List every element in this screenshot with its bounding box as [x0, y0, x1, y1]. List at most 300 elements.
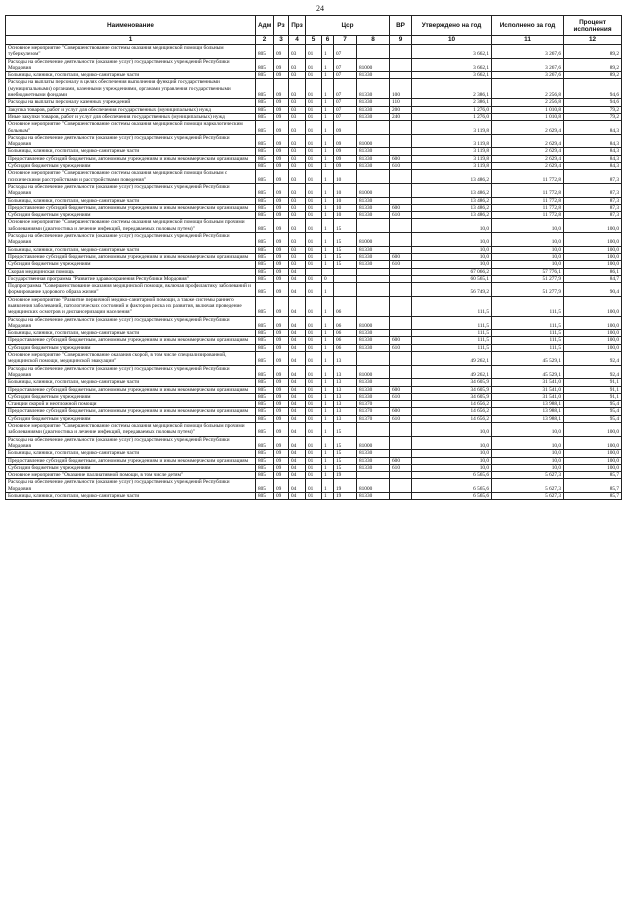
- row-tsr-2: 1: [322, 352, 334, 366]
- row-executed: 111,5: [492, 330, 564, 337]
- row-prz: 04: [289, 337, 306, 344]
- row-rz: 09: [274, 253, 289, 260]
- row-prz: 04: [289, 365, 306, 379]
- row-tsr-1: 01: [306, 212, 322, 219]
- row-tsr-3: 13: [334, 352, 357, 366]
- budget-table: [5, 15, 622, 500]
- row-prz: 03: [289, 155, 306, 162]
- row-rz: 09: [274, 450, 289, 457]
- row-percent: 91,1: [564, 386, 622, 393]
- row-approved: 13 486,2: [412, 204, 492, 211]
- row-adm: 805: [256, 183, 274, 197]
- row-tsr-4: 81330: [357, 106, 390, 113]
- row-tsr-2: 1: [322, 472, 334, 479]
- table-row: [6, 233, 622, 247]
- row-tsr-4: 81000: [357, 316, 390, 330]
- row-approved: 111,5: [412, 330, 492, 337]
- row-name: Подпрограмма "Совершенствование оказания медицинской помощи, включая профилактику заболеваний и формирование здорового образа жизни": [6, 283, 256, 297]
- row-prz: 03: [289, 134, 306, 148]
- row-tsr-3: 07: [334, 106, 357, 113]
- row-tsr-2: 1: [322, 134, 334, 148]
- row-tsr-3: 07: [334, 113, 357, 120]
- row-adm: 805: [256, 436, 274, 450]
- row-name: Больницы, клиники, госпитали, медико-санитарные части: [6, 330, 256, 337]
- row-tsr-2: 1: [322, 479, 334, 493]
- table-row: [6, 58, 622, 72]
- row-tsr-3: 15: [334, 219, 357, 233]
- row-tsr-1: 01: [306, 464, 322, 471]
- row-tsr-1: 01: [306, 197, 322, 204]
- header-executed: Исполнено за год: [492, 16, 564, 36]
- row-executed: 3 267,6: [492, 58, 564, 72]
- row-prz: 04: [289, 316, 306, 330]
- row-percent: 100,0: [564, 233, 622, 247]
- row-tsr-2: 1: [322, 170, 334, 184]
- row-percent: 89,2: [564, 58, 622, 72]
- row-executed: 57 776,1: [492, 268, 564, 275]
- table-row: [6, 197, 622, 204]
- row-tsr-3: 15: [334, 464, 357, 471]
- row-approved: 111,5: [412, 337, 492, 344]
- table-row: [6, 155, 622, 162]
- row-executed: 45 529,1: [492, 365, 564, 379]
- row-approved: 13 486,2: [412, 170, 492, 184]
- row-tsr-2: 1: [322, 393, 334, 400]
- header-vr: ВР: [390, 16, 412, 36]
- row-rz: 09: [274, 275, 289, 282]
- row-executed: 1 010,8: [492, 113, 564, 120]
- row-vr: [390, 121, 412, 135]
- row-executed: 45 529,1: [492, 352, 564, 366]
- row-percent: 87,3: [564, 212, 622, 219]
- row-tsr-2: 1: [322, 233, 334, 247]
- row-percent: 100,0: [564, 450, 622, 457]
- row-tsr-4: 81330: [357, 163, 390, 170]
- table-row: [6, 365, 622, 379]
- row-name: Закупка товаров, работ и услуг для обеспечения государственных (муниципальных) нужд: [6, 106, 256, 113]
- row-name: Расходы на обеспечение деятельности (оказание услуг) государственных учреждений Республики Мордовия: [6, 479, 256, 493]
- column-number: 6: [322, 36, 334, 45]
- row-approved: 56 749,2: [412, 283, 492, 297]
- row-tsr-1: 01: [306, 163, 322, 170]
- row-tsr-1: 01: [306, 344, 322, 351]
- row-name: Предоставление субсидий бюджетным, автономным учреждениям и иным некоммерческим организациям: [6, 408, 256, 415]
- table-row: [6, 393, 622, 400]
- row-adm: 805: [256, 464, 274, 471]
- row-adm: 805: [256, 415, 274, 422]
- row-tsr-3: 09: [334, 121, 357, 135]
- row-name: Предоставление субсидий бюджетным, автономным учреждениям и иным некоммерческим организациям: [6, 204, 256, 211]
- row-percent: 85,7: [564, 493, 622, 500]
- row-tsr-1: 01: [306, 493, 322, 500]
- row-rz: 09: [274, 316, 289, 330]
- row-approved: 10,0: [412, 436, 492, 450]
- row-executed: 11 772,8: [492, 204, 564, 211]
- row-tsr-2: 1: [322, 386, 334, 393]
- row-prz: 04: [289, 436, 306, 450]
- row-rz: 09: [274, 365, 289, 379]
- row-vr: [390, 246, 412, 253]
- row-percent: 84,3: [564, 148, 622, 155]
- row-tsr-3: 15: [334, 246, 357, 253]
- row-executed: 10,0: [492, 246, 564, 253]
- row-tsr-4: 81330: [357, 197, 390, 204]
- row-approved: 10,0: [412, 423, 492, 437]
- row-percent: 100,0: [564, 261, 622, 268]
- row-percent: 92,4: [564, 352, 622, 366]
- row-percent: 100,0: [564, 337, 622, 344]
- row-tsr-3: 10: [334, 183, 357, 197]
- row-tsr-4: [357, 352, 390, 366]
- row-tsr-1: 01: [306, 253, 322, 260]
- row-approved: 34 605,9: [412, 379, 492, 386]
- row-rz: 09: [274, 233, 289, 247]
- row-adm: 805: [256, 204, 274, 211]
- row-executed: 13 988,1: [492, 401, 564, 408]
- row-tsr-2: 1: [322, 415, 334, 422]
- row-tsr-4: [357, 275, 390, 282]
- row-adm: 805: [256, 148, 274, 155]
- row-tsr-1: 01: [306, 337, 322, 344]
- row-name: Больницы, клиники, госпитали, медико-санитарные части: [6, 493, 256, 500]
- row-tsr-4: 81330: [357, 261, 390, 268]
- row-vr: [390, 148, 412, 155]
- row-approved: 10,0: [412, 233, 492, 247]
- row-tsr-1: 01: [306, 386, 322, 393]
- row-vr: 600: [390, 408, 412, 415]
- row-prz: 04: [289, 493, 306, 500]
- row-tsr-4: 81330: [357, 212, 390, 219]
- row-tsr-4: 81330: [357, 337, 390, 344]
- row-rz: 09: [274, 219, 289, 233]
- header-approved: Утверждено на год: [412, 16, 492, 36]
- row-name: Расходы на обеспечение деятельности (оказание услуг) государственных учреждений Республики Мордовия: [6, 58, 256, 72]
- row-rz: 09: [274, 337, 289, 344]
- row-rz: 09: [274, 283, 289, 297]
- row-tsr-1: 01: [306, 121, 322, 135]
- row-executed: 51 277,9: [492, 283, 564, 297]
- row-prz: 03: [289, 204, 306, 211]
- row-percent: 87,3: [564, 170, 622, 184]
- row-approved: 2 386,1: [412, 99, 492, 106]
- row-prz: 04: [289, 457, 306, 464]
- row-percent: 94,6: [564, 79, 622, 99]
- row-prz: 04: [289, 344, 306, 351]
- row-approved: 60 565,1: [412, 275, 492, 282]
- row-tsr-2: 1: [322, 113, 334, 120]
- row-executed: 31 541,0: [492, 379, 564, 386]
- row-adm: 805: [256, 365, 274, 379]
- row-rz: 09: [274, 99, 289, 106]
- row-percent: 84,7: [564, 275, 622, 282]
- row-adm: 805: [256, 493, 274, 500]
- row-adm: 805: [256, 275, 274, 282]
- header-adm: Адм: [256, 16, 274, 36]
- table-row: [6, 275, 622, 282]
- row-name: Субсидии бюджетным учреждениям: [6, 163, 256, 170]
- row-adm: 805: [256, 408, 274, 415]
- row-vr: [390, 58, 412, 72]
- row-approved: 13 486,2: [412, 212, 492, 219]
- row-name: Скорая медицинская помощь: [6, 268, 256, 275]
- row-tsr-4: [357, 121, 390, 135]
- table-row: [6, 423, 622, 437]
- table-row: [6, 408, 622, 415]
- row-approved: 13 486,2: [412, 183, 492, 197]
- table-row: [6, 121, 622, 135]
- row-tsr-1: 01: [306, 415, 322, 422]
- row-tsr-1: 01: [306, 155, 322, 162]
- row-approved: 10,0: [412, 450, 492, 457]
- row-rz: 09: [274, 261, 289, 268]
- row-executed: 11 772,8: [492, 183, 564, 197]
- table-row: [6, 450, 622, 457]
- row-approved: 14 656,2: [412, 415, 492, 422]
- row-tsr-4: 81000: [357, 58, 390, 72]
- row-vr: [390, 352, 412, 366]
- row-vr: 600: [390, 457, 412, 464]
- row-tsr-2: 1: [322, 330, 334, 337]
- table-row: [6, 415, 622, 422]
- row-tsr-2: 1: [322, 163, 334, 170]
- row-adm: 805: [256, 170, 274, 184]
- row-percent: 91,1: [564, 379, 622, 386]
- table-row: [6, 283, 622, 297]
- row-percent: 87,3: [564, 204, 622, 211]
- row-tsr-3: 07: [334, 99, 357, 106]
- row-adm: 805: [256, 212, 274, 219]
- row-executed: 11 772,8: [492, 197, 564, 204]
- row-vr: [390, 316, 412, 330]
- row-tsr-1: 01: [306, 261, 322, 268]
- header-percent: Процент исполнения: [564, 16, 622, 36]
- row-adm: 805: [256, 219, 274, 233]
- row-rz: 09: [274, 197, 289, 204]
- row-name: Предоставление субсидий бюджетным, автономным учреждениям и иным некоммерческим организациям: [6, 253, 256, 260]
- row-prz: 04: [289, 393, 306, 400]
- row-tsr-4: [357, 423, 390, 437]
- table-row: [6, 163, 622, 170]
- row-tsr-4: [357, 170, 390, 184]
- row-percent: 95,4: [564, 408, 622, 415]
- table-row: [6, 296, 622, 316]
- row-tsr-4: [357, 45, 390, 59]
- row-vr: [390, 72, 412, 79]
- row-executed: 2 629,4: [492, 163, 564, 170]
- table-row: [6, 79, 622, 99]
- row-prz: 03: [289, 219, 306, 233]
- row-prz: 03: [289, 121, 306, 135]
- row-tsr-1: 01: [306, 58, 322, 72]
- row-tsr-1: 01: [306, 45, 322, 59]
- row-name: Основное мероприятие "Оказание паллиативной помощи, в том числе детям": [6, 472, 256, 479]
- row-prz: 04: [289, 352, 306, 366]
- row-rz: 09: [274, 170, 289, 184]
- row-executed: 5 627,3: [492, 493, 564, 500]
- row-executed: 10,0: [492, 261, 564, 268]
- row-tsr-2: 1: [322, 316, 334, 330]
- row-prz: 04: [289, 296, 306, 316]
- column-number: 5: [306, 36, 322, 45]
- row-adm: 805: [256, 344, 274, 351]
- row-adm: 805: [256, 457, 274, 464]
- row-executed: 111,5: [492, 316, 564, 330]
- row-adm: 805: [256, 106, 274, 113]
- row-vr: 610: [390, 212, 412, 219]
- row-vr: [390, 45, 412, 59]
- row-rz: 09: [274, 113, 289, 120]
- row-tsr-4: 81000: [357, 183, 390, 197]
- row-tsr-2: 1: [322, 493, 334, 500]
- row-executed: 2 256,8: [492, 99, 564, 106]
- row-tsr-2: 1: [322, 457, 334, 464]
- row-prz: 03: [289, 45, 306, 59]
- table-row: [6, 472, 622, 479]
- row-percent: 95,4: [564, 415, 622, 422]
- row-tsr-4: 81370: [357, 408, 390, 415]
- row-tsr-2: 1: [322, 219, 334, 233]
- row-tsr-4: 81000: [357, 365, 390, 379]
- row-tsr-4: 81330: [357, 457, 390, 464]
- row-adm: 805: [256, 379, 274, 386]
- row-prz: 03: [289, 197, 306, 204]
- row-vr: 600: [390, 204, 412, 211]
- row-name: Больницы, клиники, госпитали, медико-санитарные части: [6, 72, 256, 79]
- row-rz: 09: [274, 386, 289, 393]
- row-tsr-3: 19: [334, 493, 357, 500]
- row-vr: [390, 472, 412, 479]
- row-prz: 03: [289, 148, 306, 155]
- row-tsr-3: 09: [334, 163, 357, 170]
- row-executed: 10,0: [492, 233, 564, 247]
- row-tsr-1: 01: [306, 79, 322, 99]
- row-tsr-1: 01: [306, 72, 322, 79]
- row-tsr-1: 01: [306, 457, 322, 464]
- row-tsr-3: 13: [334, 401, 357, 408]
- row-approved: 111,5: [412, 344, 492, 351]
- row-adm: 805: [256, 450, 274, 457]
- header-rz: Рз: [274, 16, 289, 36]
- row-prz: 03: [289, 246, 306, 253]
- row-name: Расходы на обеспечение деятельности (оказание услуг) государственных учреждений Республики Мордовия: [6, 233, 256, 247]
- row-percent: 100,0: [564, 246, 622, 253]
- row-tsr-3: 13: [334, 379, 357, 386]
- row-tsr-2: 1: [322, 155, 334, 162]
- row-tsr-2: 1: [322, 204, 334, 211]
- row-tsr-3: 15: [334, 450, 357, 457]
- row-tsr-4: [357, 219, 390, 233]
- row-executed: 111,5: [492, 344, 564, 351]
- column-number: 10: [412, 36, 492, 45]
- row-executed: 2 629,4: [492, 121, 564, 135]
- row-prz: 04: [289, 415, 306, 422]
- row-tsr-1: 01: [306, 401, 322, 408]
- row-tsr-3: 10: [334, 170, 357, 184]
- row-rz: 09: [274, 479, 289, 493]
- row-approved: 13 486,2: [412, 197, 492, 204]
- row-name: Предоставление субсидий бюджетным, автономным учреждениям и иным некоммерческим организациям: [6, 337, 256, 344]
- row-percent: 95,4: [564, 401, 622, 408]
- row-vr: [390, 219, 412, 233]
- row-adm: 805: [256, 261, 274, 268]
- row-executed: 2 629,4: [492, 155, 564, 162]
- header-prz: Прз: [289, 16, 306, 36]
- row-prz: 04: [289, 275, 306, 282]
- row-tsr-1: 01: [306, 219, 322, 233]
- row-tsr-4: 81330: [357, 253, 390, 260]
- row-prz: 04: [289, 464, 306, 471]
- row-tsr-3: 07: [334, 72, 357, 79]
- row-rz: 09: [274, 393, 289, 400]
- row-rz: 09: [274, 296, 289, 316]
- row-tsr-2: 1: [322, 408, 334, 415]
- row-tsr-2: 1: [322, 365, 334, 379]
- page-number: 24: [316, 4, 324, 13]
- row-tsr-1: 01: [306, 365, 322, 379]
- row-tsr-3: 15: [334, 436, 357, 450]
- row-prz: 04: [289, 268, 306, 275]
- row-tsr-2: 1: [322, 212, 334, 219]
- row-approved: 14 656,2: [412, 401, 492, 408]
- row-name: Предоставление субсидий бюджетным, автономным учреждениям и иным некоммерческим организациям: [6, 457, 256, 464]
- table-row: [6, 134, 622, 148]
- row-tsr-1: [306, 268, 322, 275]
- row-tsr-1: 01: [306, 316, 322, 330]
- row-tsr-3: 10: [334, 212, 357, 219]
- row-vr: [390, 379, 412, 386]
- table-row: [6, 253, 622, 260]
- row-vr: 100: [390, 79, 412, 99]
- row-executed: 2 256,8: [492, 79, 564, 99]
- row-tsr-4: 81330: [357, 155, 390, 162]
- row-rz: 09: [274, 79, 289, 99]
- row-percent: 85,7: [564, 479, 622, 493]
- row-percent: 89,2: [564, 45, 622, 59]
- row-prz: 04: [289, 330, 306, 337]
- row-executed: 10,0: [492, 457, 564, 464]
- row-executed: 111,5: [492, 337, 564, 344]
- row-name: Субсидии бюджетным учреждениям: [6, 415, 256, 422]
- header-name: Наименование: [6, 16, 256, 36]
- row-vr: 200: [390, 106, 412, 113]
- table-row: [6, 337, 622, 344]
- row-tsr-3: 13: [334, 408, 357, 415]
- table-row: [6, 493, 622, 500]
- row-tsr-4: 81370: [357, 415, 390, 422]
- row-vr: 240: [390, 113, 412, 120]
- row-tsr-2: 1: [322, 148, 334, 155]
- table-row: [6, 106, 622, 113]
- row-approved: 3 119,8: [412, 134, 492, 148]
- table-row: [6, 401, 622, 408]
- row-tsr-1: 01: [306, 99, 322, 106]
- row-tsr-1: 01: [306, 436, 322, 450]
- column-number: 3: [274, 36, 289, 45]
- row-percent: 91,1: [564, 393, 622, 400]
- row-name: Субсидии бюджетным учреждениям: [6, 261, 256, 268]
- row-tsr-2: 1: [322, 436, 334, 450]
- row-tsr-4: 81330: [357, 113, 390, 120]
- row-adm: 805: [256, 113, 274, 120]
- row-rz: 09: [274, 246, 289, 253]
- row-tsr-3: 15: [334, 457, 357, 464]
- row-adm: 805: [256, 472, 274, 479]
- row-name: Больницы, клиники, госпитали, медико-санитарные части: [6, 450, 256, 457]
- row-adm: 805: [256, 72, 274, 79]
- row-rz: 09: [274, 408, 289, 415]
- row-percent: 100,0: [564, 316, 622, 330]
- row-vr: [390, 450, 412, 457]
